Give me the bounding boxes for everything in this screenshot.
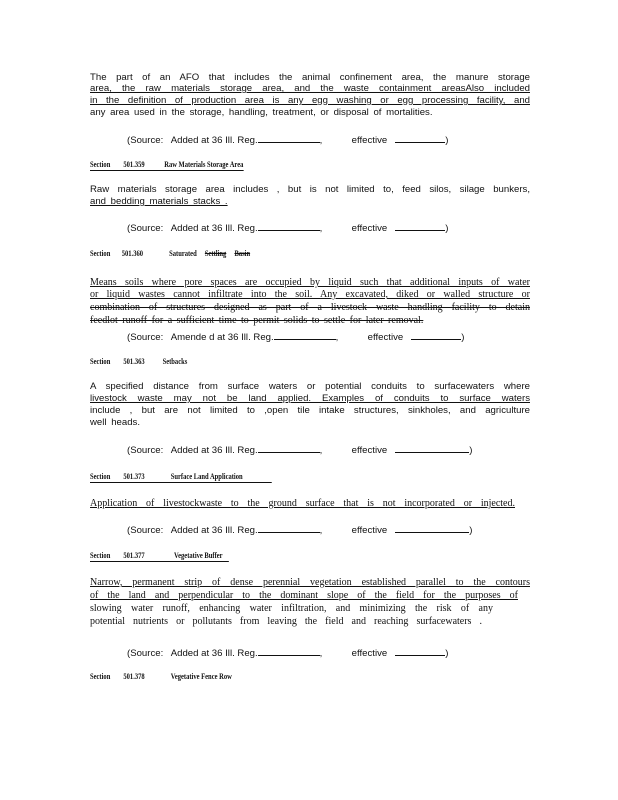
section-body-line: livestock waste may not be land applied. Examples of conduits to surface waters: [90, 393, 530, 404]
section-body-line: slowing water runoff, enhancing water infiltration, and minimizing the risk of any: [90, 603, 493, 614]
struck-line: combination of structures designed as part of a livestock waste handling facility to detain: [90, 302, 530, 313]
section-heading: Section 501.378 Vegetative Fence Row: [90, 672, 232, 681]
section-heading: Section 501.359 Raw Materials Storage Area: [90, 160, 244, 169]
section-body-line: well heads.: [90, 417, 140, 428]
section-body-line: potential nutrients or pollutants from leaving the field and reaching surfacewaters .: [90, 616, 482, 627]
section-body-line: A specified distance from surface waters or potential conduits to surfacewaters where: [90, 381, 530, 392]
section-body-line: and bedding materials stacks .: [90, 196, 228, 207]
section-body-line: of the land and perpendicular to the dominant slope of the field for the purposes of: [90, 590, 518, 601]
section-body-line: Means soils where pore spaces are occupied by liquid such that additional inputs of water: [90, 277, 530, 288]
section-body-line: Narrow, permanent strip of dense perennial vegetation established parallel to the contours: [90, 577, 530, 588]
section-body-line: include , but are not limited to ,open tile intake structures, sinkholes, and agriculture: [90, 405, 530, 416]
section-body-line: or liquid wastes cannot infiltrate into the soil. Any excavated, diked or walled structure or: [90, 289, 530, 300]
section-body-line: Application of livestockwaste to the ground surface that is not incorporated or injected.: [90, 498, 515, 509]
section-heading: Section 501.373 Surface Land Application: [90, 472, 272, 483]
source-note: (Source: Added at 36 Ill. Reg. , effective ): [127, 445, 473, 456]
intro-line: The part of an AFO that includes the animal confinement area, the manure storage: [90, 72, 530, 83]
section-heading: Section 501.360 Saturated Settling Basin: [90, 249, 251, 258]
source-note: (Source: Amende d at 36 Ill. Reg. , effective ): [127, 332, 465, 343]
section-heading: Section 501.377 Vegetative Buffer: [90, 551, 229, 562]
section-heading: Section 501.363 Setbacks: [90, 357, 188, 366]
intro-line: area, the raw materials storage area, and the waste containment areasAlso included: [90, 83, 530, 94]
source-note: (Source: Added at 36 Ill. Reg. , effective ): [127, 525, 473, 536]
source-note: (Source: Added at 36 Ill. Reg. , effective ): [127, 223, 449, 234]
intro-line: any area used in the storage, handling, treatment, or disposal of mortalities.: [90, 107, 433, 118]
struck-line: feedlot runoff for a sufficient time to permit solids to settle for later removal.: [90, 315, 424, 326]
intro-line: in the definition of production area is any egg washing or egg processing facility, and: [90, 95, 530, 106]
section-body-line: Raw materials storage area includes , but is not limited to, feed silos, silage bunkers,: [90, 184, 530, 195]
source-note: (Source: Added at 36 Ill. Reg. , effective ): [127, 648, 449, 659]
source-note: (Source: Added at 36 Ill. Reg. , effective ): [127, 135, 449, 146]
